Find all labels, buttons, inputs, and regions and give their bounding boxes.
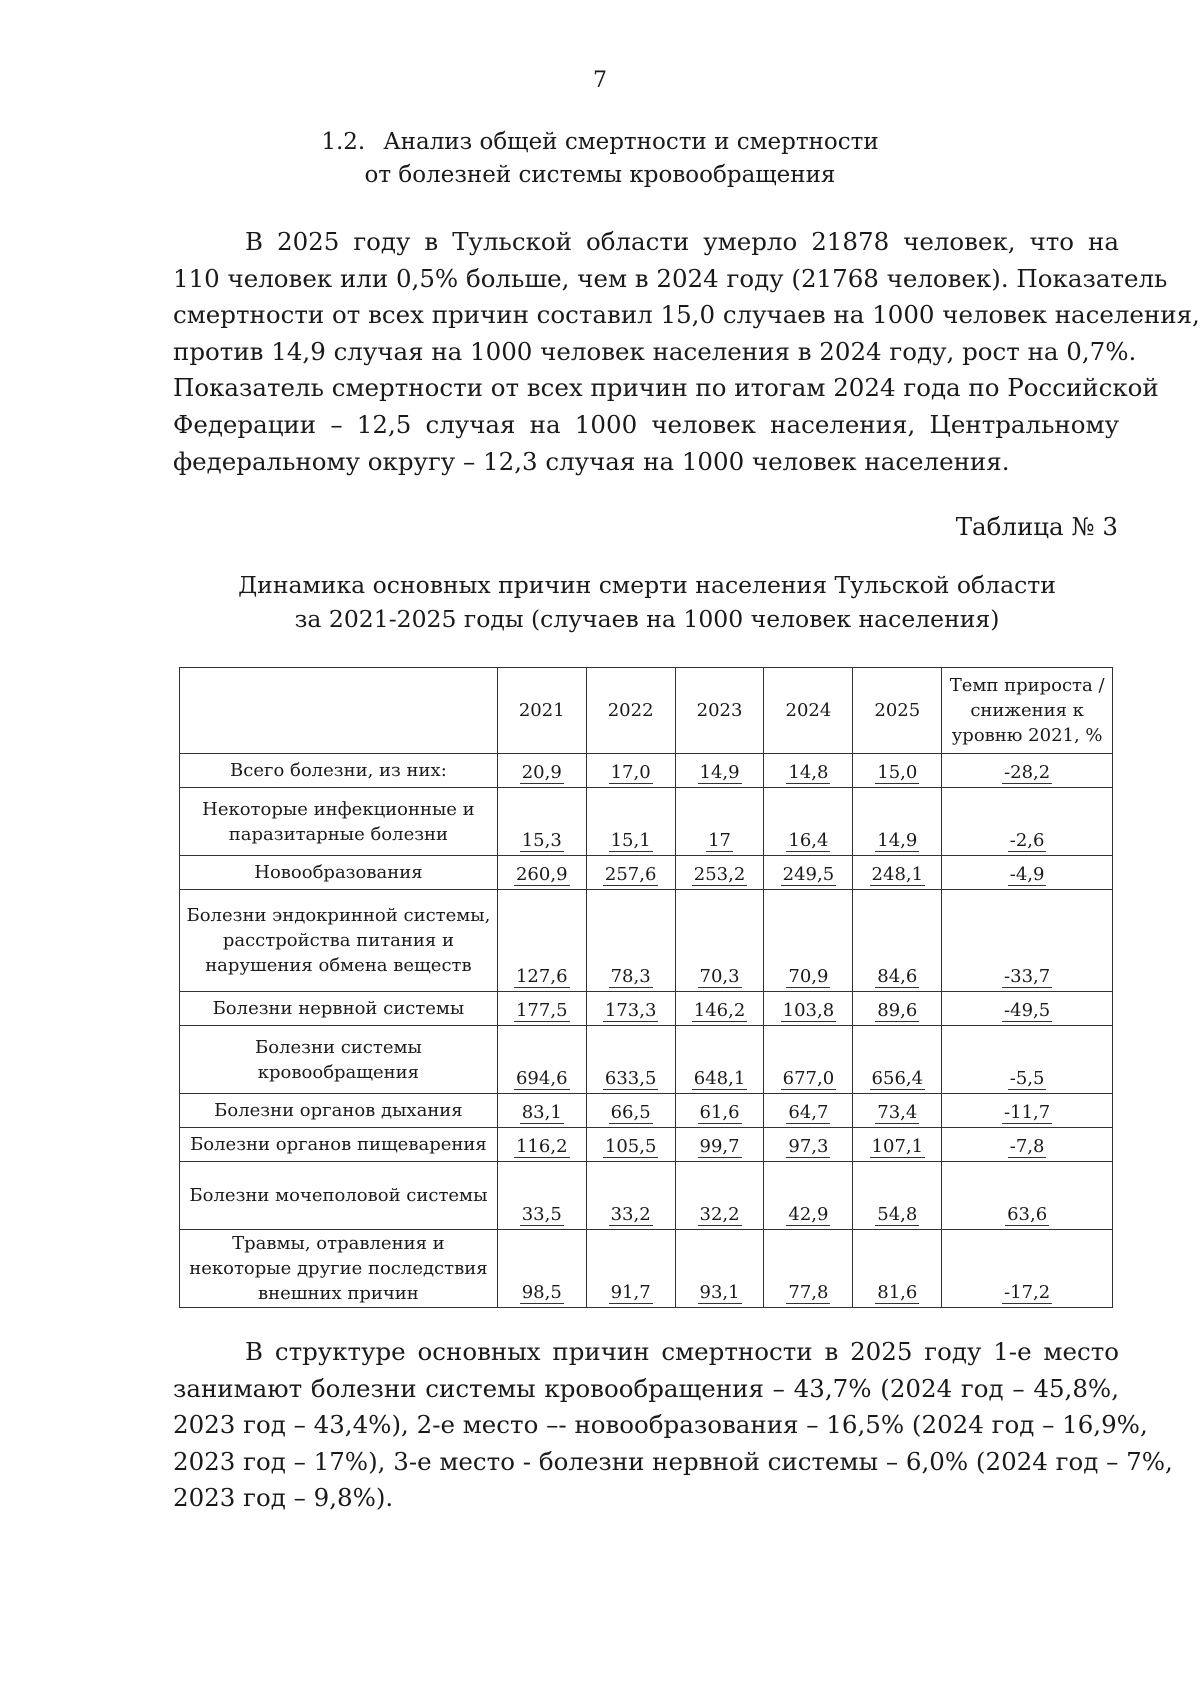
mortality-table — [179, 667, 1113, 1308]
paragraph-line: В структуре основных причин смертности в 2025 году 1-е место — [245, 1337, 1119, 1366]
cell-2025: 81,6 — [853, 1230, 942, 1308]
row-category: Болезни органов дыхания — [180, 1094, 498, 1128]
cell-2023: 253,2 — [675, 856, 764, 890]
cell-2025: 248,1 — [853, 856, 942, 890]
structure-paragraph — [173, 1334, 1173, 1517]
header-2024: 2024 — [764, 668, 853, 754]
page-number: 7 — [593, 68, 607, 93]
cell-2024: 14,8 — [764, 754, 853, 788]
paragraph-line: 2023 год – 17%), 3-е место - болезни нервной системы – 6,0% (2024 год – 7%, — [173, 1446, 1173, 1476]
table-header-row — [180, 668, 1113, 754]
cell-2024: 16,4 — [764, 788, 853, 856]
cell-2021: 116,2 — [497, 1128, 586, 1162]
cell-2021: 20,9 — [497, 754, 586, 788]
cell-2022: 66,5 — [586, 1094, 675, 1128]
paragraph-line: 2023 год – 9,8%). — [173, 1483, 394, 1513]
row-category: Болезни мочеполовой системы — [180, 1162, 498, 1230]
paragraph-line: Федерации – 12,5 случая на 1000 человек населения, Центральному — [173, 409, 1119, 439]
cell-2021: 177,5 — [497, 992, 586, 1026]
cell-2023: 99,7 — [675, 1128, 764, 1162]
paragraph-line: смертности от всех причин составил 15,0 случаев на 1000 человек населения, — [173, 300, 1200, 330]
paragraph-line: против 14,9 случая на 1000 человек населения в 2024 году, рост на 0,7%. — [173, 336, 1137, 366]
table-row — [180, 1230, 1113, 1308]
cell-trend: -4,9 — [942, 856, 1113, 890]
cell-trend: -28,2 — [942, 754, 1113, 788]
paragraph-line: 2023 год – 43,4%), 2-е место –- новообразования – 16,5% (2024 год – 16,9%, — [173, 1410, 1148, 1440]
cell-2024: 42,9 — [764, 1162, 853, 1230]
cell-2025: 656,4 — [853, 1026, 942, 1094]
cell-2024: 103,8 — [764, 992, 853, 1026]
table-row — [180, 890, 1113, 992]
cell-2024: 77,8 — [764, 1230, 853, 1308]
cell-2021: 15,3 — [497, 788, 586, 856]
cell-2022: 15,1 — [586, 788, 675, 856]
row-category: Травмы, отравления и некоторые другие последствия внешних причин — [180, 1230, 498, 1308]
row-category: Всего болезни, из них: — [180, 754, 498, 788]
cell-2024: 97,3 — [764, 1128, 853, 1162]
paragraph-line: 110 человек или 0,5% больше, чем в 2024 году (21768 человек). Показатель — [173, 263, 1168, 293]
section-title-line-1: Анализ общей смертности и смертности — [383, 129, 879, 155]
cell-2023: 70,3 — [675, 890, 764, 992]
cell-2024: 70,9 — [764, 890, 853, 992]
cell-trend: 63,6 — [942, 1162, 1113, 1230]
cell-2025: 15,0 — [853, 754, 942, 788]
section-heading — [0, 126, 1200, 192]
cell-trend: -49,5 — [942, 992, 1113, 1026]
cell-2023: 32,2 — [675, 1162, 764, 1230]
table-row — [180, 1094, 1113, 1128]
header-trend: Темп прироста /снижения к уровню 2021, % — [942, 668, 1113, 754]
cell-trend: -2,6 — [942, 788, 1113, 856]
header-category — [180, 668, 498, 754]
cell-2023: 17 — [675, 788, 764, 856]
cell-2022: 633,5 — [586, 1026, 675, 1094]
header-2025: 2025 — [853, 668, 942, 754]
table-row — [180, 754, 1113, 788]
row-category: Новообразования — [180, 856, 498, 890]
section-title-line-2: от болезней системы кровообращения — [364, 162, 836, 188]
cell-2023: 146,2 — [675, 992, 764, 1026]
cell-2021: 33,5 — [497, 1162, 586, 1230]
cell-2021: 83,1 — [497, 1094, 586, 1128]
paragraph-line: В 2025 году в Тульской области умерло 21878 человек, что на — [245, 227, 1119, 256]
cell-2024: 677,0 — [764, 1026, 853, 1094]
cell-trend: -5,5 — [942, 1026, 1113, 1094]
table-title-line-1: Динамика основных причин смерти населения Тульской области — [238, 571, 1056, 599]
header-2021: 2021 — [497, 668, 586, 754]
cell-2021: 98,5 — [497, 1230, 586, 1308]
row-category: Болезни эндокринной системы, расстройства питания и нарушения обмена веществ — [180, 890, 498, 992]
cell-2022: 33,2 — [586, 1162, 675, 1230]
cell-2025: 54,8 — [853, 1162, 942, 1230]
row-category: Болезни системы кровообращения — [180, 1026, 498, 1094]
cell-2021: 694,6 — [497, 1026, 586, 1094]
row-category: Болезни органов пищеварения — [180, 1128, 498, 1162]
cell-2023: 648,1 — [675, 1026, 764, 1094]
table-title-line-2: за 2021-2025 годы (случаев на 1000 человек населения) — [294, 605, 1000, 633]
section-heading-line-1 — [0, 126, 1200, 159]
cell-2024: 64,7 — [764, 1094, 853, 1128]
cell-2022: 91,7 — [586, 1230, 675, 1308]
table-row — [180, 788, 1113, 856]
paragraph-line: федеральному округу – 12,3 случая на 1000 человек населения. — [173, 446, 1010, 476]
cell-2025: 107,1 — [853, 1128, 942, 1162]
cell-2021: 127,6 — [497, 890, 586, 992]
cell-trend: -7,8 — [942, 1128, 1113, 1162]
cell-2022: 173,3 — [586, 992, 675, 1026]
table-row — [180, 1128, 1113, 1162]
cell-2022: 105,5 — [586, 1128, 675, 1162]
table-row — [180, 856, 1113, 890]
cell-trend: -33,7 — [942, 890, 1113, 992]
cell-2022: 17,0 — [586, 754, 675, 788]
cell-2023: 93,1 — [675, 1230, 764, 1308]
cell-2025: 89,6 — [853, 992, 942, 1026]
intro-paragraph — [173, 224, 1200, 480]
row-category: Некоторые инфекционные и паразитарные болезни — [180, 788, 498, 856]
cell-trend: -11,7 — [942, 1094, 1113, 1128]
paragraph-line: Показатель смертности от всех причин по итогам 2024 года по Российской — [173, 373, 1159, 403]
cell-2024: 249,5 — [764, 856, 853, 890]
table-row — [180, 1026, 1113, 1094]
cell-2025: 14,9 — [853, 788, 942, 856]
header-2022: 2022 — [586, 668, 675, 754]
cell-trend: -17,2 — [942, 1230, 1113, 1308]
row-category: Болезни нервной системы — [180, 992, 498, 1026]
section-number: 1.2. — [321, 129, 366, 155]
header-2023: 2023 — [675, 668, 764, 754]
cell-2025: 73,4 — [853, 1094, 942, 1128]
cell-2023: 14,9 — [675, 754, 764, 788]
paragraph-line: занимают болезни системы кровообращения – 43,7% (2024 год – 45,8%, — [173, 1373, 1119, 1403]
table-row — [180, 1162, 1113, 1230]
cell-2022: 78,3 — [586, 890, 675, 992]
table-label: Таблица № 3 — [955, 512, 1118, 541]
table-title — [0, 568, 1200, 636]
cell-2022: 257,6 — [586, 856, 675, 890]
cell-2025: 84,6 — [853, 890, 942, 992]
cell-2023: 61,6 — [675, 1094, 764, 1128]
cell-2021: 260,9 — [497, 856, 586, 890]
table-row — [180, 992, 1113, 1026]
